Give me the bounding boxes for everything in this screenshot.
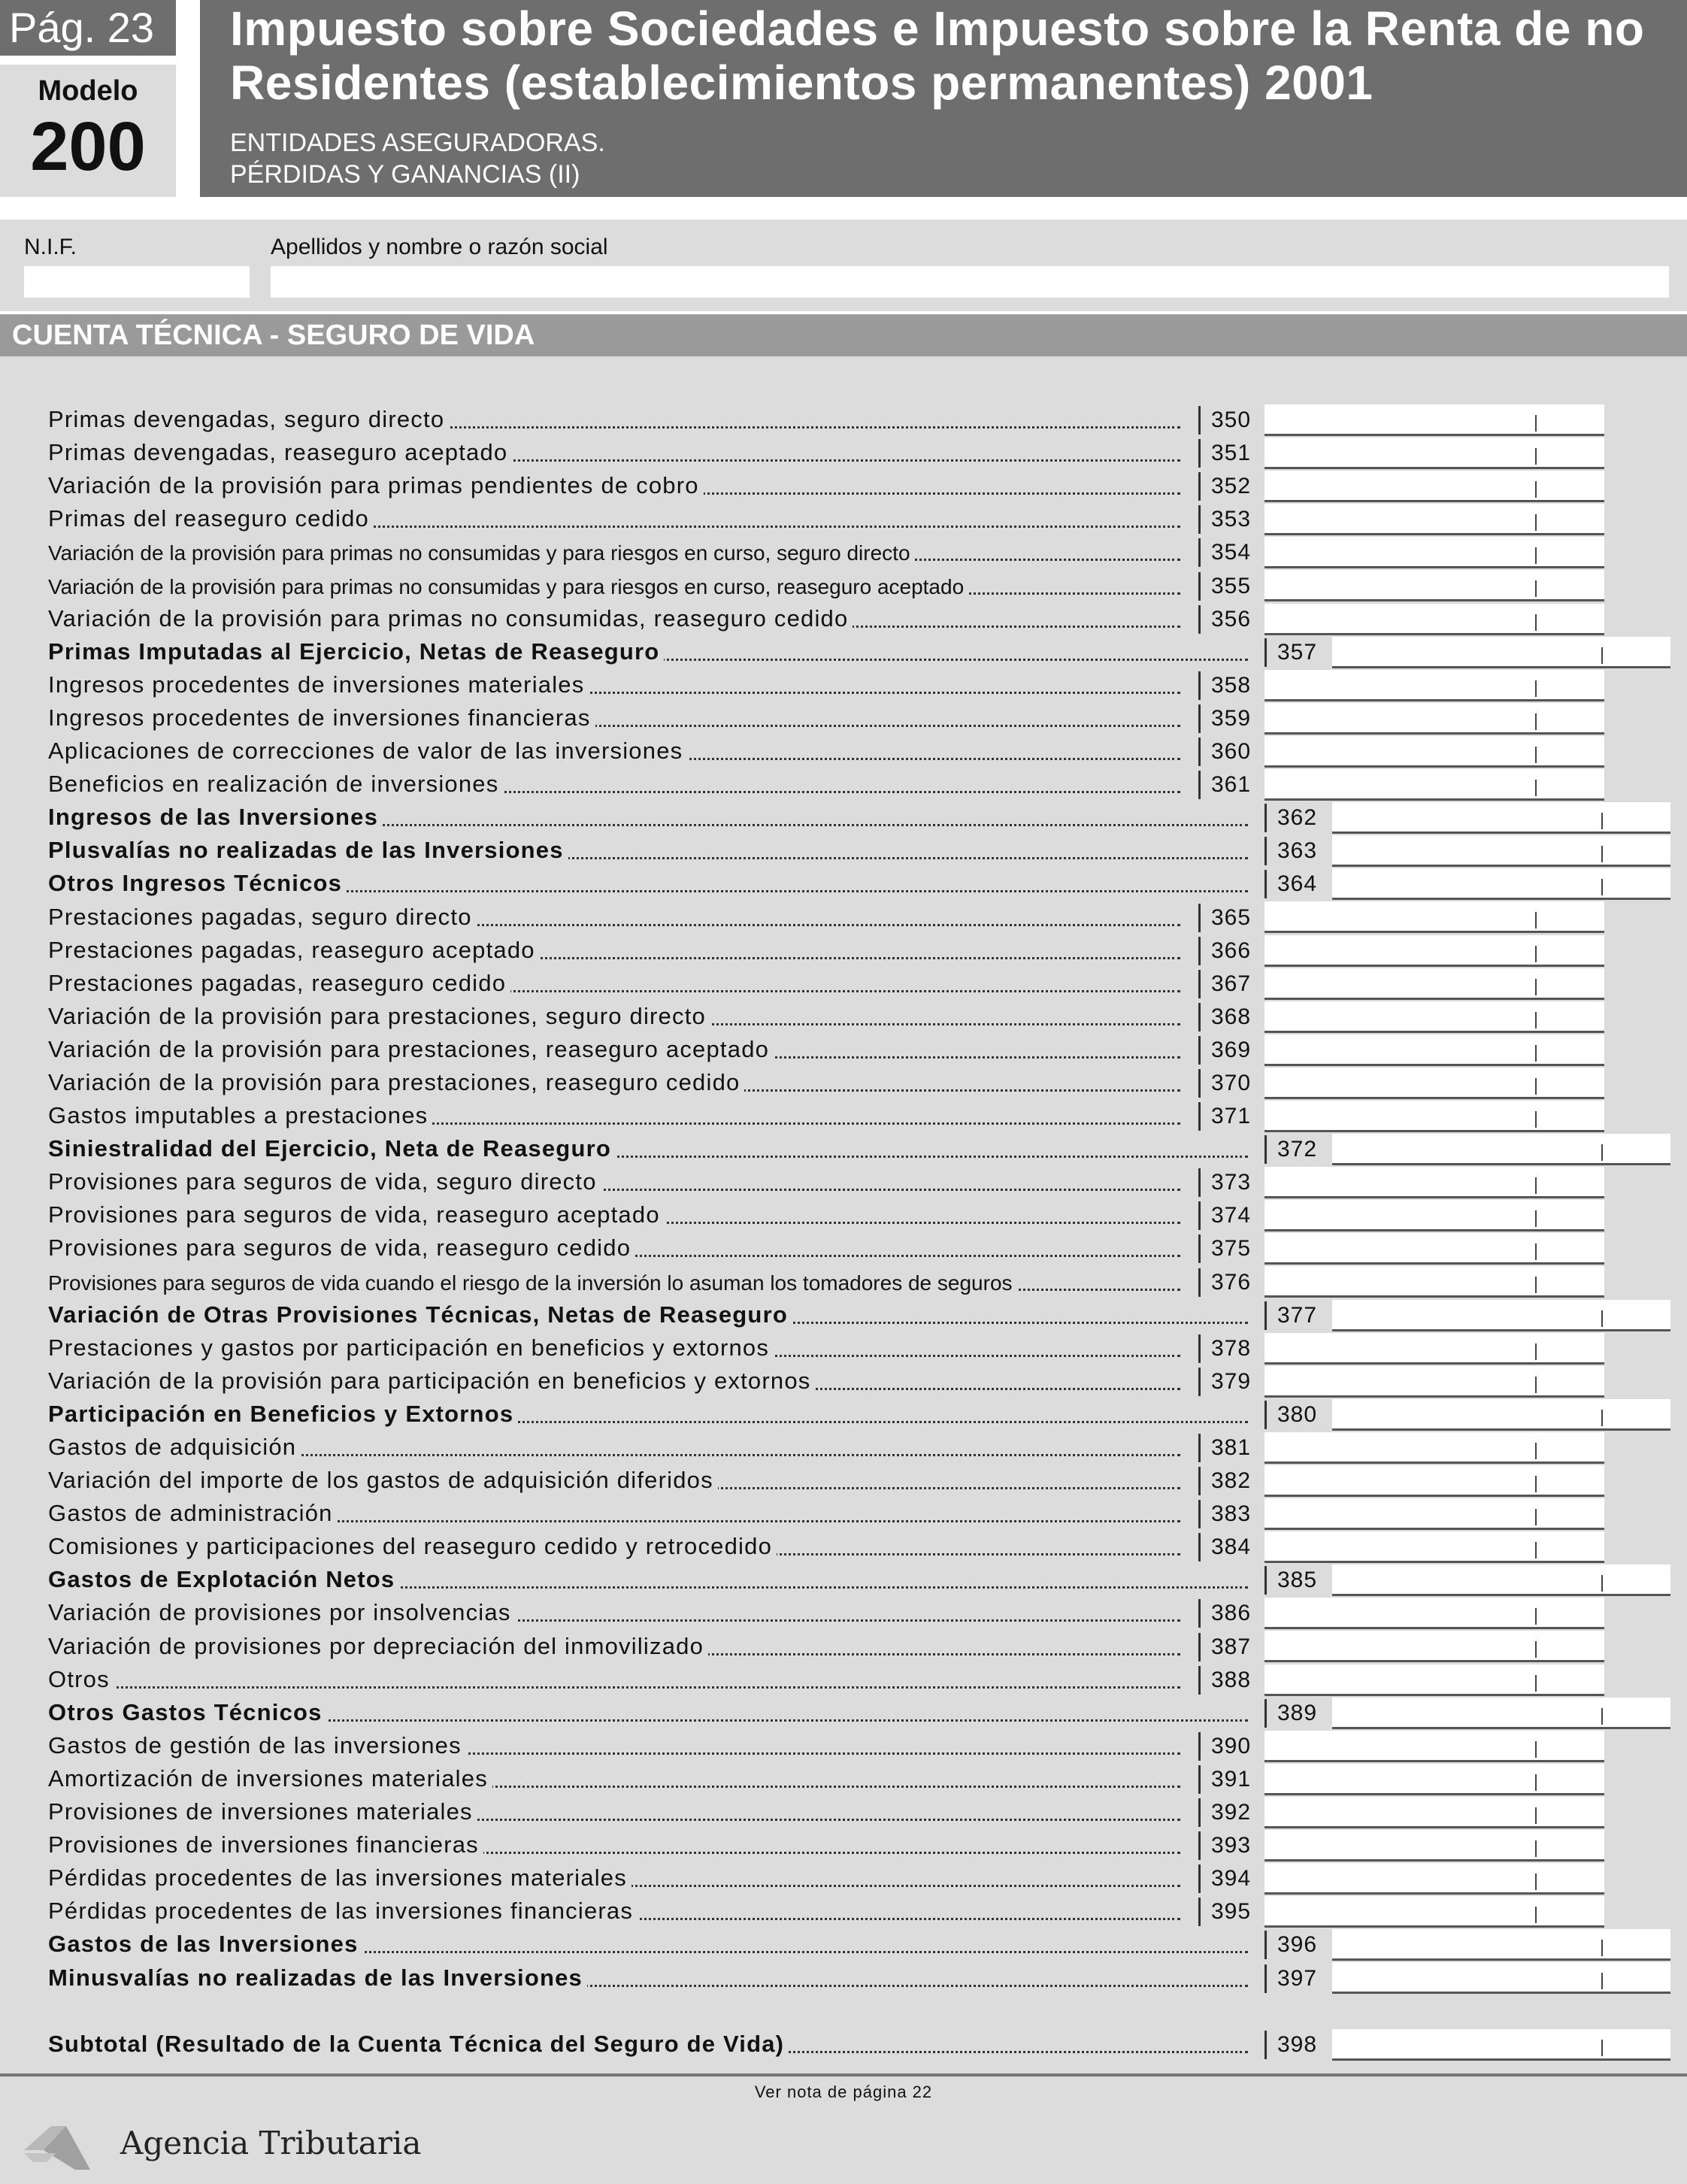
decimal-separator-mark — [1535, 1874, 1537, 1890]
box-code: 380 — [1264, 1401, 1317, 1429]
row-label: Primas devengadas, reaseguro aceptado — [48, 439, 512, 466]
line-row — [0, 1167, 1687, 1200]
box-code: 355 — [1198, 572, 1251, 601]
row-label: Amortización de inversiones materiales — [48, 1765, 492, 1792]
amount-field-398[interactable] — [1332, 2029, 1670, 2061]
footer-note: Ver nota de página 22 — [754, 2083, 933, 2101]
row-label: Primas Imputadas al Ejercicio, Netas de Reaseguro — [48, 638, 664, 665]
box-code: 368 — [1198, 1003, 1251, 1031]
total-row — [0, 1565, 1687, 1598]
row-label: Gastos de administración — [48, 1500, 338, 1527]
box-code: 379 — [1198, 1368, 1251, 1396]
row-label: Ingresos procedentes de inversiones materiales — [48, 671, 589, 698]
amount-field-380[interactable] — [1332, 1399, 1670, 1431]
row-label: Prestaciones pagadas, reaseguro aceptado — [48, 937, 540, 964]
modelo-label: Modelo — [38, 75, 138, 107]
line-row — [0, 1266, 1687, 1299]
decimal-separator-mark — [1535, 1045, 1537, 1062]
decimal-separator-mark — [1535, 1476, 1537, 1492]
decimal-separator-mark — [1601, 846, 1603, 862]
razon-social-label: Apellidos y nombre o razón social — [271, 235, 608, 259]
line-row — [0, 1366, 1687, 1399]
line-row — [0, 1731, 1687, 1764]
row-label: Provisiones de inversiones materiales — [48, 1798, 477, 1825]
box-code: 369 — [1198, 1036, 1251, 1065]
line-row — [0, 769, 1687, 802]
nif-field[interactable] — [24, 266, 250, 298]
total-row — [0, 835, 1687, 868]
amount-field-379[interactable] — [1264, 1366, 1604, 1398]
line-row — [0, 736, 1687, 769]
total-row — [0, 1399, 1687, 1432]
amount-field-365[interactable] — [1264, 901, 1604, 933]
decimal-separator-mark — [1601, 879, 1603, 895]
amount-field-358[interactable] — [1264, 670, 1604, 701]
line-row — [0, 504, 1687, 537]
decimal-separator-mark — [1535, 1343, 1537, 1360]
box-code: 364 — [1264, 870, 1317, 898]
box-code: 367 — [1198, 970, 1251, 998]
line-row — [0, 935, 1687, 968]
decimal-separator-mark — [1535, 1807, 1537, 1824]
total-row — [0, 1300, 1687, 1333]
line-row — [0, 471, 1687, 504]
amount-field-369[interactable] — [1264, 1034, 1604, 1066]
row-label: Gastos de adquisición — [48, 1434, 301, 1461]
row-label: Provisiones para seguros de vida, seguro directo — [48, 1168, 601, 1195]
decimal-separator-mark — [1535, 1243, 1537, 1260]
amount-field-376[interactable] — [1264, 1266, 1604, 1298]
line-row — [0, 438, 1687, 471]
line-row — [0, 901, 1687, 934]
box-code: 387 — [1198, 1633, 1251, 1661]
row-label: Provisiones de inversiones financieras — [48, 1831, 483, 1858]
row-label: Pérdidas procedentes de las inversiones materiales — [48, 1864, 631, 1892]
line-row — [0, 1531, 1687, 1565]
box-code: 383 — [1198, 1500, 1251, 1528]
title-band — [200, 0, 1687, 197]
row-label: Gastos de las Inversiones — [48, 1931, 363, 1958]
decimal-separator-mark — [1601, 1310, 1603, 1327]
box-code: 357 — [1264, 638, 1317, 667]
box-code: 394 — [1198, 1864, 1251, 1893]
amount-field-386[interactable] — [1264, 1598, 1604, 1629]
decimal-separator-mark — [1535, 1377, 1537, 1393]
decimal-separator-mark — [1535, 1509, 1537, 1525]
box-code: 351 — [1198, 439, 1251, 468]
total-row — [0, 868, 1687, 901]
decimal-separator-mark — [1601, 813, 1603, 829]
decimal-separator-mark — [1601, 1410, 1603, 1426]
nif-label: N.I.F. — [24, 235, 77, 259]
decimal-separator-mark — [1535, 547, 1537, 564]
total-row — [0, 1929, 1687, 1962]
box-code: 391 — [1198, 1765, 1251, 1794]
box-code: 398 — [1264, 2031, 1317, 2059]
amount-field-366[interactable] — [1264, 935, 1604, 967]
decimal-separator-mark — [1601, 1940, 1603, 1956]
amount-field-383[interactable] — [1264, 1498, 1604, 1530]
line-row — [0, 1797, 1687, 1830]
decimal-separator-mark — [1535, 614, 1537, 631]
box-code: 366 — [1198, 937, 1251, 965]
row-label: Variación de la provisión para primas no consumidas y para riesgos en curso, seguro directo — [48, 541, 915, 565]
decimal-separator-mark — [1535, 680, 1537, 697]
line-row — [0, 1101, 1687, 1134]
row-label: Variación de la provisión para participación en beneficios y extornos — [48, 1368, 815, 1395]
row-label: Subtotal (Resultado de la Cuenta Técnica del Seguro de Vida) — [48, 2031, 789, 2058]
title-line-1: Impuesto sobre Sociedades e Impuesto sobre la Renta de no — [230, 2, 1645, 56]
amount-field-374[interactable] — [1264, 1200, 1604, 1231]
total-row — [0, 2029, 1687, 2062]
amount-field-391[interactable] — [1264, 1764, 1604, 1795]
decimal-separator-mark — [1535, 1675, 1537, 1692]
amount-field-390[interactable] — [1264, 1731, 1604, 1762]
row-label: Gastos de Explotación Netos — [48, 1566, 399, 1593]
box-code: 373 — [1198, 1168, 1251, 1197]
subtitle-2: PÉRDIDAS Y GANANCIAS (II) — [230, 160, 580, 189]
decimal-separator-mark — [1535, 1641, 1537, 1658]
decimal-separator-mark — [1601, 1575, 1603, 1592]
row-label: Variación del importe de los gastos de adquisición diferidos — [48, 1467, 718, 1494]
row-label: Variación de la provisión para primas pendientes de cobro — [48, 472, 704, 499]
model-badge — [0, 0, 176, 197]
box-code: 377 — [1264, 1301, 1317, 1330]
decimal-separator-mark — [1535, 1443, 1537, 1459]
amount-field-363[interactable] — [1332, 835, 1670, 867]
row-label: Ingresos procedentes de inversiones financieras — [48, 704, 595, 732]
decimal-separator-mark — [1601, 1708, 1603, 1725]
amount-field-370[interactable] — [1264, 1068, 1604, 1099]
box-code: 363 — [1264, 837, 1317, 865]
row-label: Minusvalías no realizadas de las Inversiones — [48, 1964, 587, 1992]
box-code: 384 — [1198, 1533, 1251, 1562]
total-row — [0, 802, 1687, 835]
box-code: 393 — [1198, 1831, 1251, 1860]
row-label: Primas devengadas, seguro directo — [48, 406, 449, 433]
box-code: 390 — [1198, 1732, 1251, 1761]
dot-leader — [48, 1686, 1180, 1689]
line-row — [0, 1498, 1687, 1531]
row-label: Ingresos de las Inversiones — [48, 804, 383, 831]
decimal-separator-mark — [1535, 1542, 1537, 1558]
row-label: Provisiones para seguros de vida, reaseguro cedido — [48, 1234, 635, 1262]
line-row — [0, 1665, 1687, 1698]
row-label: Otros Ingresos Técnicos — [48, 870, 347, 897]
line-row — [0, 1631, 1687, 1664]
decimal-separator-mark — [1535, 780, 1537, 796]
agency-name: Agencia Tributaria — [120, 2125, 422, 2161]
line-row — [0, 1764, 1687, 1797]
line-row — [0, 1034, 1687, 1068]
modelo-box — [0, 65, 176, 197]
decimal-separator-mark — [1535, 979, 1537, 995]
line-row — [0, 1333, 1687, 1366]
row-label: Provisiones para seguros de vida, reaseguro aceptado — [48, 1201, 665, 1228]
box-code: 378 — [1198, 1334, 1251, 1363]
decimal-separator-mark — [1535, 1840, 1537, 1857]
decimal-separator-mark — [1535, 1177, 1537, 1194]
amount-field-359[interactable] — [1264, 703, 1604, 735]
box-code: 356 — [1198, 605, 1251, 634]
line-row — [0, 1830, 1687, 1863]
total-row — [0, 1962, 1687, 1995]
amount-field-356[interactable] — [1264, 604, 1604, 635]
box-code: 395 — [1198, 1898, 1251, 1926]
amount-field-397[interactable] — [1332, 1962, 1670, 1994]
box-code: 374 — [1198, 1201, 1251, 1230]
amount-field-357[interactable] — [1332, 637, 1670, 668]
row-label: Siniestralidad del Ejercicio, Neta de Reaseguro — [48, 1135, 616, 1162]
decimal-separator-mark — [1535, 448, 1537, 465]
amount-field-384[interactable] — [1264, 1531, 1604, 1563]
line-row — [0, 537, 1687, 570]
amount-field-393[interactable] — [1264, 1830, 1604, 1861]
row-label: Participación en Beneficios y Extornos — [48, 1401, 518, 1428]
amount-field-395[interactable] — [1264, 1896, 1604, 1928]
decimal-separator-mark — [1535, 912, 1537, 928]
row-label: Variación de la provisión para prestaciones, reaseguro aceptado — [48, 1036, 774, 1063]
line-row — [0, 604, 1687, 637]
amount-field-361[interactable] — [1264, 769, 1604, 801]
amount-field-387[interactable] — [1264, 1631, 1604, 1662]
box-code: 350 — [1198, 406, 1251, 435]
line-row — [0, 1068, 1687, 1101]
amount-field-352[interactable] — [1264, 471, 1604, 502]
decimal-separator-mark — [1535, 1012, 1537, 1028]
row-label: Variación de Otras Provisiones Técnicas, Netas de Reaseguro — [48, 1301, 792, 1328]
row-label: Prestaciones y gastos por participación en beneficios y extornos — [48, 1334, 774, 1362]
decimal-separator-mark — [1535, 514, 1537, 531]
amount-field-371[interactable] — [1264, 1101, 1604, 1132]
decimal-separator-mark — [1535, 1608, 1537, 1625]
amount-field-367[interactable] — [1264, 968, 1604, 1000]
amount-field-362[interactable] — [1332, 802, 1670, 834]
box-code: 392 — [1198, 1798, 1251, 1827]
razon-social-field[interactable] — [271, 266, 1669, 298]
box-code: 385 — [1264, 1566, 1317, 1595]
line-row — [0, 703, 1687, 736]
decimal-separator-mark — [1601, 647, 1603, 664]
line-row — [0, 1896, 1687, 1929]
decimal-separator-mark — [1535, 1774, 1537, 1791]
row-label: Aplicaciones de correcciones de valor de las inversiones — [48, 738, 687, 765]
line-row — [0, 1233, 1687, 1266]
box-code: 389 — [1264, 1699, 1317, 1728]
amount-field-368[interactable] — [1264, 1001, 1604, 1033]
decimal-separator-mark — [1535, 1111, 1537, 1128]
box-code: 358 — [1198, 671, 1251, 700]
line-row — [0, 404, 1687, 438]
box-code: 375 — [1198, 1234, 1251, 1263]
line-row — [0, 1432, 1687, 1465]
row-label: Primas del reaseguro cedido — [48, 505, 374, 532]
row-label: Provisiones para seguros de vida cuando el riesgo de la inversión lo asuman los tomadores de seguros — [48, 1271, 1017, 1295]
decimal-separator-mark — [1535, 1210, 1537, 1227]
line-row — [0, 670, 1687, 703]
line-row — [0, 1001, 1687, 1034]
line-row — [0, 1200, 1687, 1233]
decimal-separator-mark — [1535, 747, 1537, 763]
amount-field-385[interactable] — [1332, 1565, 1670, 1596]
decimal-separator-mark — [1601, 2040, 1603, 2056]
decimal-separator-mark — [1535, 1078, 1537, 1095]
box-code: 352 — [1198, 472, 1251, 501]
line-row — [0, 1863, 1687, 1896]
amount-field-394[interactable] — [1264, 1863, 1604, 1895]
amount-field-351[interactable] — [1264, 438, 1604, 469]
decimal-separator-mark — [1535, 1741, 1537, 1758]
row-label: Otros Gastos Técnicos — [48, 1699, 327, 1726]
amount-field-354[interactable] — [1264, 537, 1604, 568]
amount-field-396[interactable] — [1332, 1929, 1670, 1961]
decimal-separator-mark — [1535, 1277, 1537, 1293]
amount-field-364[interactable] — [1332, 868, 1670, 900]
row-label: Gastos de gestión de las inversiones — [48, 1732, 466, 1759]
box-code: 386 — [1198, 1599, 1251, 1628]
box-code: 396 — [1264, 1931, 1317, 1959]
box-code: 362 — [1264, 804, 1317, 832]
amount-field-392[interactable] — [1264, 1797, 1604, 1828]
decimal-separator-mark — [1535, 713, 1537, 730]
amount-field-382[interactable] — [1264, 1465, 1604, 1497]
amount-field-355[interactable] — [1264, 570, 1604, 601]
identity-band — [0, 220, 1687, 311]
row-label: Comisiones y participaciones del reaseguro cedido y retrocedido — [48, 1533, 777, 1560]
row-label: Variación de la provisión para primas no consumidas y para riesgos en curso, reaseguro aceptado — [48, 575, 968, 599]
row-label: Variación de la provisión para prestaciones, reaseguro cedido — [48, 1069, 744, 1096]
line-row — [0, 1598, 1687, 1631]
box-code: 397 — [1264, 1964, 1317, 1993]
spacer — [0, 1996, 1687, 2029]
decimal-separator-mark — [1535, 415, 1537, 432]
amount-field-350[interactable] — [1264, 404, 1604, 436]
row-label: Gastos imputables a prestaciones — [48, 1102, 432, 1129]
box-code: 371 — [1198, 1102, 1251, 1131]
box-code: 370 — [1198, 1069, 1251, 1098]
box-code: 365 — [1198, 904, 1251, 932]
amount-field-378[interactable] — [1264, 1333, 1604, 1365]
row-label: Prestaciones pagadas, seguro directo — [48, 904, 477, 931]
box-code: 360 — [1198, 738, 1251, 766]
row-label: Pérdidas procedentes de las inversiones financieras — [48, 1898, 638, 1925]
row-label: Variación de provisiones por insolvencias — [48, 1599, 516, 1626]
decimal-separator-mark — [1535, 1907, 1537, 1923]
modelo-number: 200 — [30, 108, 146, 185]
amount-field-353[interactable] — [1264, 504, 1604, 535]
row-label: Variación de provisiones por depreciación del inmovilizado — [48, 1633, 708, 1660]
line-row — [0, 968, 1687, 1001]
decimal-separator-mark — [1601, 1144, 1603, 1161]
amount-field-372[interactable] — [1332, 1134, 1670, 1165]
decimal-separator-mark — [1535, 946, 1537, 962]
amount-field-373[interactable] — [1264, 1167, 1604, 1198]
footer-divider — [0, 2073, 1687, 2076]
page-title — [230, 2, 1687, 110]
title-line-2: Residentes (establecimientos permanentes) 2001 — [230, 56, 1374, 110]
amount-field-388[interactable] — [1264, 1665, 1604, 1696]
box-code: 382 — [1198, 1467, 1251, 1495]
box-code: 359 — [1198, 704, 1251, 733]
agencia-tributaria-logo — [21, 2120, 93, 2174]
subtitle-1: ENTIDADES ASEGURADORAS. — [230, 129, 605, 157]
box-code: 376 — [1198, 1268, 1251, 1297]
decimal-separator-mark — [1535, 580, 1537, 597]
amount-field-381[interactable] — [1264, 1432, 1604, 1464]
decimal-separator-mark — [1535, 481, 1537, 498]
box-code: 361 — [1198, 771, 1251, 799]
row-label: Variación de la provisión para primas no consumidas, reaseguro cedido — [48, 605, 853, 632]
total-row — [0, 637, 1687, 670]
box-code: 354 — [1198, 538, 1251, 567]
box-code: 353 — [1198, 505, 1251, 534]
decimal-separator-mark — [1601, 1973, 1603, 1989]
page-number: Pág. 23 — [0, 0, 176, 56]
amount-field-389[interactable] — [1332, 1698, 1670, 1729]
row-label: Beneficios en realización de inversiones — [48, 771, 503, 798]
box-code: 372 — [1264, 1135, 1317, 1164]
line-row — [0, 1465, 1687, 1498]
section-title: CUENTA TÉCNICA - SEGURO DE VIDA — [0, 314, 1687, 356]
total-row — [0, 1134, 1687, 1167]
row-label: Plusvalías no realizadas de las Inversiones — [48, 837, 568, 864]
row-label: Variación de la provisión para prestaciones, seguro directo — [48, 1003, 710, 1030]
line-row — [0, 570, 1687, 603]
total-row — [0, 1698, 1687, 1731]
box-code: 388 — [1198, 1666, 1251, 1695]
row-label: Otros — [48, 1666, 114, 1693]
amount-field-377[interactable] — [1332, 1300, 1670, 1331]
form-rows — [0, 404, 1687, 2062]
amount-field-360[interactable] — [1264, 736, 1604, 768]
row-label: Prestaciones pagadas, reaseguro cedido — [48, 970, 510, 997]
amount-field-375[interactable] — [1264, 1233, 1604, 1265]
box-code: 381 — [1198, 1434, 1251, 1462]
